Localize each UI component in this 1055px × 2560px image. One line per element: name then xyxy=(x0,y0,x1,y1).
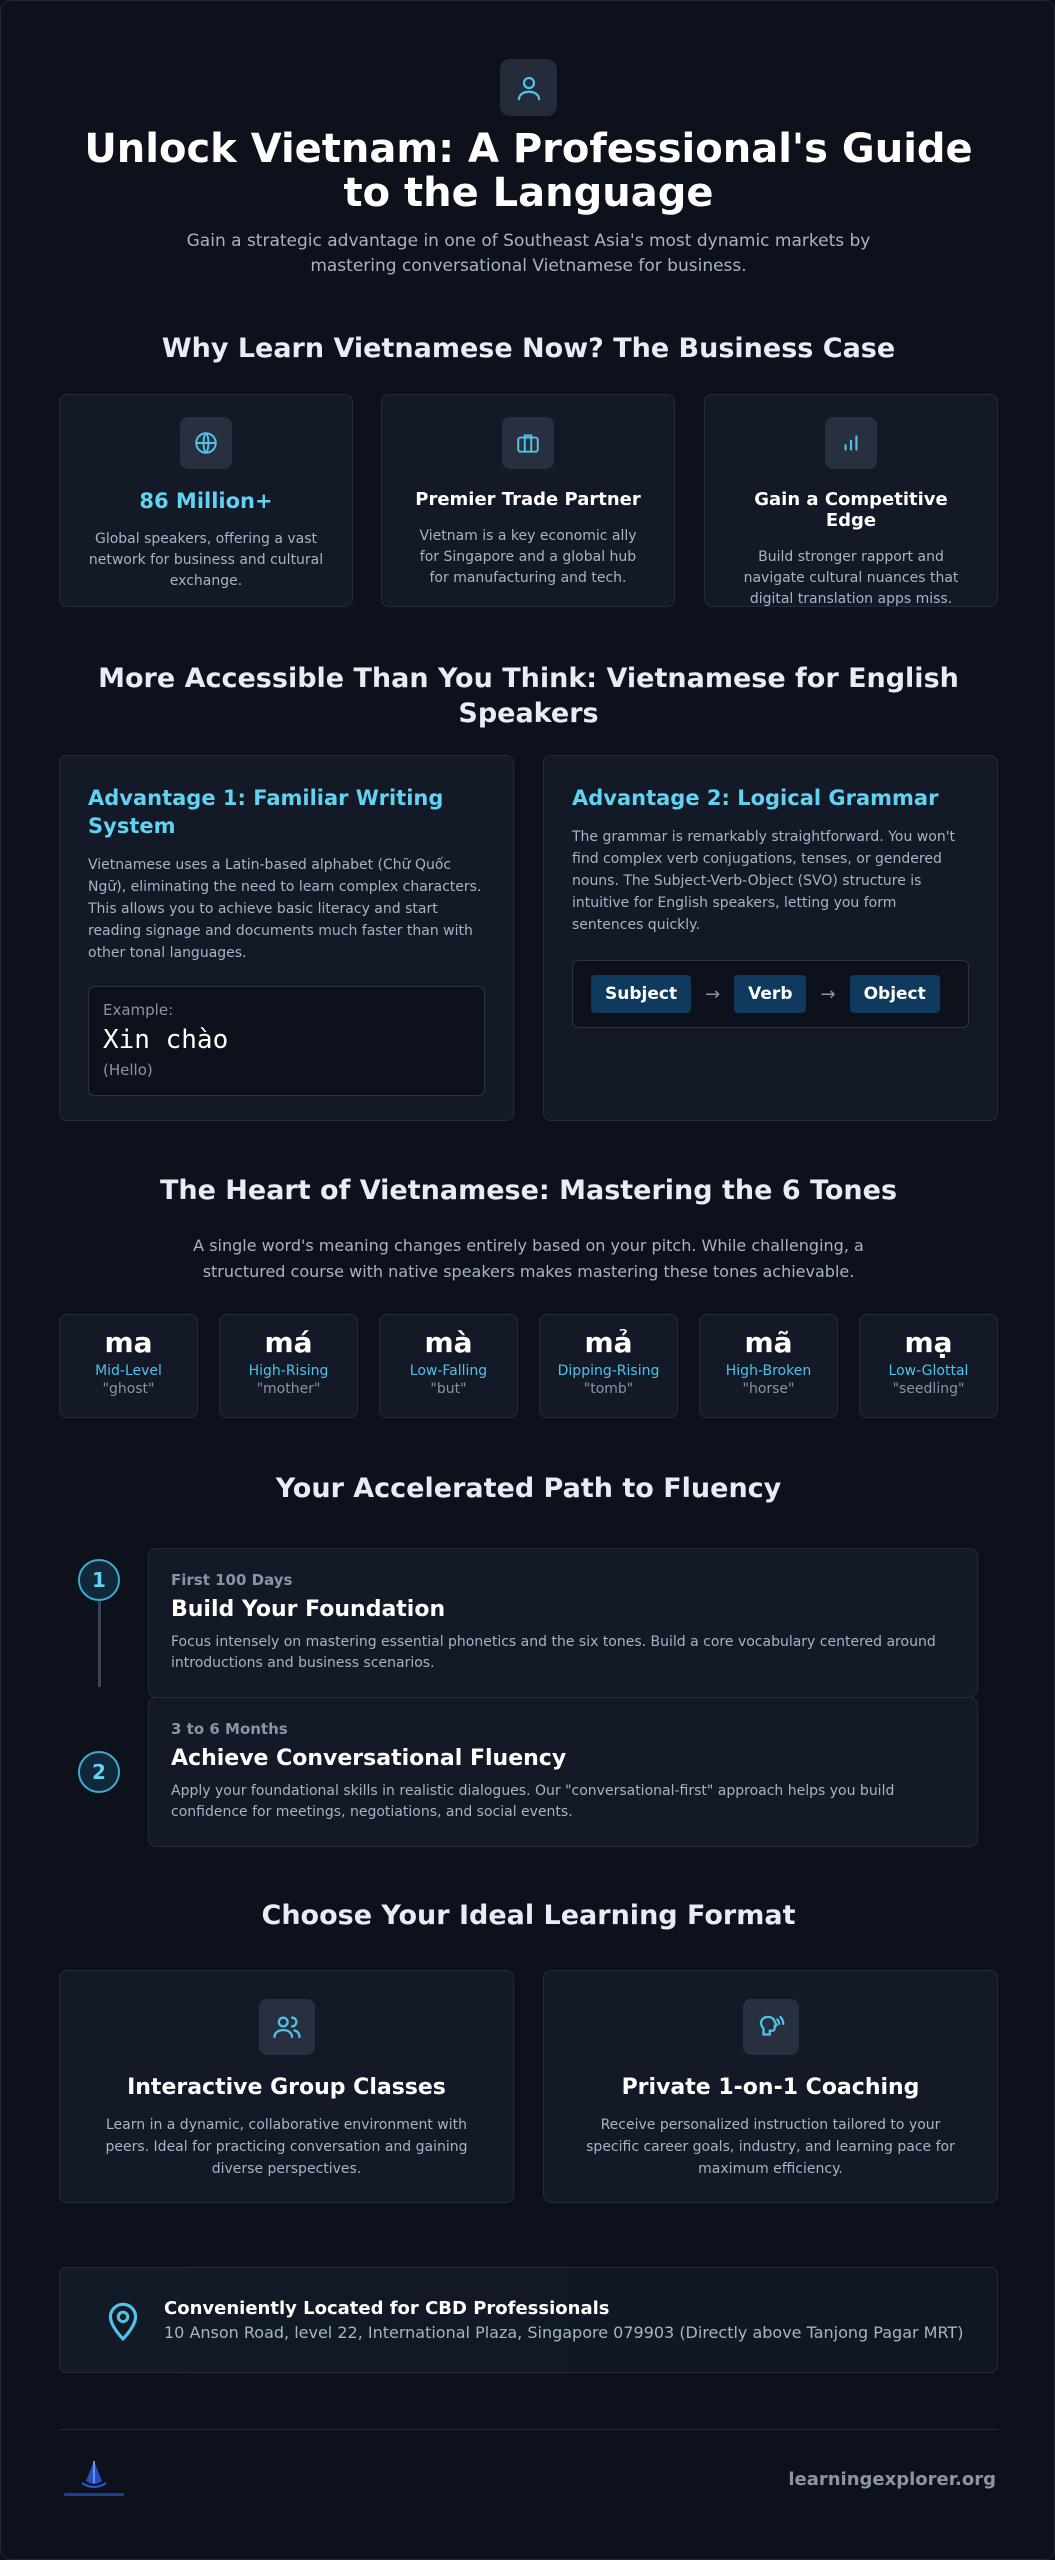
example-label: Example: xyxy=(103,1001,174,1019)
learning-explorer-logo[interactable] xyxy=(56,2457,132,2501)
business-card-speakers xyxy=(59,394,353,607)
business-section-title: Why Learn Vietnamese Now? The Business Case xyxy=(161,333,896,364)
advantage-text: Vietnamese uses a Latin-based alphabet (Chữ Quốc Ngữ), eliminating the need to learn complex characters. This allows you to achieve basic literacy and start reading signage and documents much faster than with other tonal languages. xyxy=(88,857,482,961)
tone-meaning: "ghost" xyxy=(102,1381,155,1397)
tone-card xyxy=(379,1314,518,1418)
svo-diagram xyxy=(572,960,969,1028)
tone-card xyxy=(59,1314,198,1418)
footer-divider xyxy=(59,2429,998,2430)
timeline-step-text: Focus intensely on mastering essential phonetics and the six tones. Build a core vocabulary centered around introductions and business scenarios. xyxy=(171,1634,936,1671)
svo-subject: Subject xyxy=(591,975,691,1013)
advantage-title: Advantage 1: Familiar Writing System xyxy=(88,786,444,838)
example-translation: (Hello) xyxy=(103,1061,153,1079)
business-card-heading: Gain a Competitive Edge xyxy=(754,489,948,531)
tone-syllable: má xyxy=(264,1326,313,1359)
tone-card xyxy=(859,1314,998,1418)
timeline-connector xyxy=(98,1601,101,1687)
timeline-step-title: Build Your Foundation xyxy=(171,1597,446,1622)
example-word: Xin chào xyxy=(103,1025,229,1055)
tone-name: High-Broken xyxy=(725,1363,812,1379)
user-icon xyxy=(500,59,557,116)
format-title: Interactive Group Classes xyxy=(127,2075,446,2100)
tone-name: Dipping-Rising xyxy=(557,1363,660,1379)
accessible-section-title: More Accessible Than You Think: Vietnamese for English Speakers xyxy=(98,663,959,729)
business-card-text: Vietnam is a key economic ally for Singapore and a global hub for manufacturing and tech. xyxy=(419,528,637,586)
business-card-trade xyxy=(381,394,675,607)
formats-section-title: Choose Your Ideal Learning Format xyxy=(261,1900,796,1931)
tones-subtitle: A single word's meaning changes entirely based on your pitch. While challenging, a structured course with native speakers makes mastering these tones achievable. xyxy=(193,1236,864,1281)
business-card-heading: Premier Trade Partner xyxy=(415,489,641,510)
page-title: Unlock Vietnam: A Professional's Guide to the Language xyxy=(84,126,973,216)
tone-name: Mid-Level xyxy=(95,1363,162,1379)
location-address: 10 Anson Road, level 22, International Plaza, Singapore 079903 (Directly above Tanjong Pagar MRT) xyxy=(164,2323,964,2342)
tone-syllable: mã xyxy=(744,1326,793,1359)
format-text: Learn in a dynamic, collaborative environment with peers. Ideal for practicing conversation and gaining diverse perspectives. xyxy=(105,2117,468,2177)
svo-verb: Verb xyxy=(734,975,806,1013)
timeline-step-when: 3 to 6 Months xyxy=(171,1720,288,1738)
tone-meaning: "tomb" xyxy=(583,1381,634,1397)
format-text: Receive personalized instruction tailored to your specific career goals, industry, and learning pace for maximum efficiency. xyxy=(586,2117,955,2177)
business-card-text: Build stronger rapport and navigate cultural nuances that digital translation apps miss. xyxy=(743,549,959,607)
path-section-title: Your Accelerated Path to Fluency xyxy=(275,1473,782,1504)
format-card-group xyxy=(59,1970,514,2203)
map-pin-icon xyxy=(104,2298,144,2342)
bar-chart-icon xyxy=(825,417,877,469)
page-subtitle: Gain a strategic advantage in one of Southeast Asia's most dynamic markets by mastering conversational Vietnamese for business. xyxy=(186,231,871,276)
location-banner xyxy=(59,2267,998,2373)
advantage-grammar-card xyxy=(543,755,998,1121)
tones-section-title: The Heart of Vietnamese: Mastering the 6 Tones xyxy=(159,1175,898,1206)
tone-syllable: mà xyxy=(424,1326,473,1359)
tone-card xyxy=(539,1314,678,1418)
arrow-right-icon: → xyxy=(705,983,721,1005)
timeline-step-number: 2 xyxy=(78,1751,120,1793)
business-card-heading: 86 Million+ xyxy=(139,489,273,513)
location-title: Conveniently Located for CBD Professionals xyxy=(164,2298,610,2319)
format-title: Private 1-on-1 Coaching xyxy=(621,2075,920,2100)
advantage-title: Advantage 2: Logical Grammar xyxy=(572,786,939,810)
tone-syllable: mạ xyxy=(904,1326,953,1359)
briefcase-icon xyxy=(502,417,554,469)
format-card-private xyxy=(543,1970,998,2203)
tone-name: High-Rising xyxy=(248,1363,329,1379)
timeline-step-when: First 100 Days xyxy=(171,1571,293,1589)
svo-object: Object xyxy=(850,975,940,1013)
tone-meaning: "but" xyxy=(430,1381,467,1397)
users-icon xyxy=(259,1999,315,2055)
tone-name: Low-Falling xyxy=(409,1363,488,1379)
business-card-text: Global speakers, offering a vast network for business and cultural exchange. xyxy=(88,531,324,589)
tone-card xyxy=(699,1314,838,1418)
timeline-step-number: 1 xyxy=(78,1559,120,1601)
advantage-writing-card xyxy=(59,755,514,1121)
timeline-step-text: Apply your foundational skills in realistic dialogues. Our "conversational-first" approach helps you build confidence for meetings, negotiations, and social events. xyxy=(171,1783,895,1820)
tone-name: Low-Glottal xyxy=(888,1363,969,1379)
tone-syllable: mả xyxy=(584,1326,633,1359)
timeline-step-card xyxy=(148,1697,978,1847)
tone-syllable: ma xyxy=(104,1326,153,1359)
advantage-text: The grammar is remarkably straightforward. You won't find complex verb conjugations, tenses, or gendered nouns. The Subject-Verb-Object (SVO) structure is intuitive for English speakers, letting you form sentences quickly. xyxy=(572,829,956,933)
timeline-step-card xyxy=(148,1548,978,1698)
tone-meaning: "seedling" xyxy=(892,1381,965,1397)
tone-meaning: "mother" xyxy=(256,1381,321,1397)
coaching-icon xyxy=(743,1999,799,2055)
example-box xyxy=(88,986,485,1096)
globe-icon xyxy=(180,417,232,469)
timeline-step-title: Achieve Conversational Fluency xyxy=(171,1746,567,1771)
tone-meaning: "horse" xyxy=(742,1381,795,1397)
tone-card xyxy=(219,1314,358,1418)
business-card-edge xyxy=(704,394,998,607)
arrow-right-icon: → xyxy=(820,983,836,1005)
footer-site-link[interactable]: learningexplorer.org xyxy=(788,2469,996,2490)
